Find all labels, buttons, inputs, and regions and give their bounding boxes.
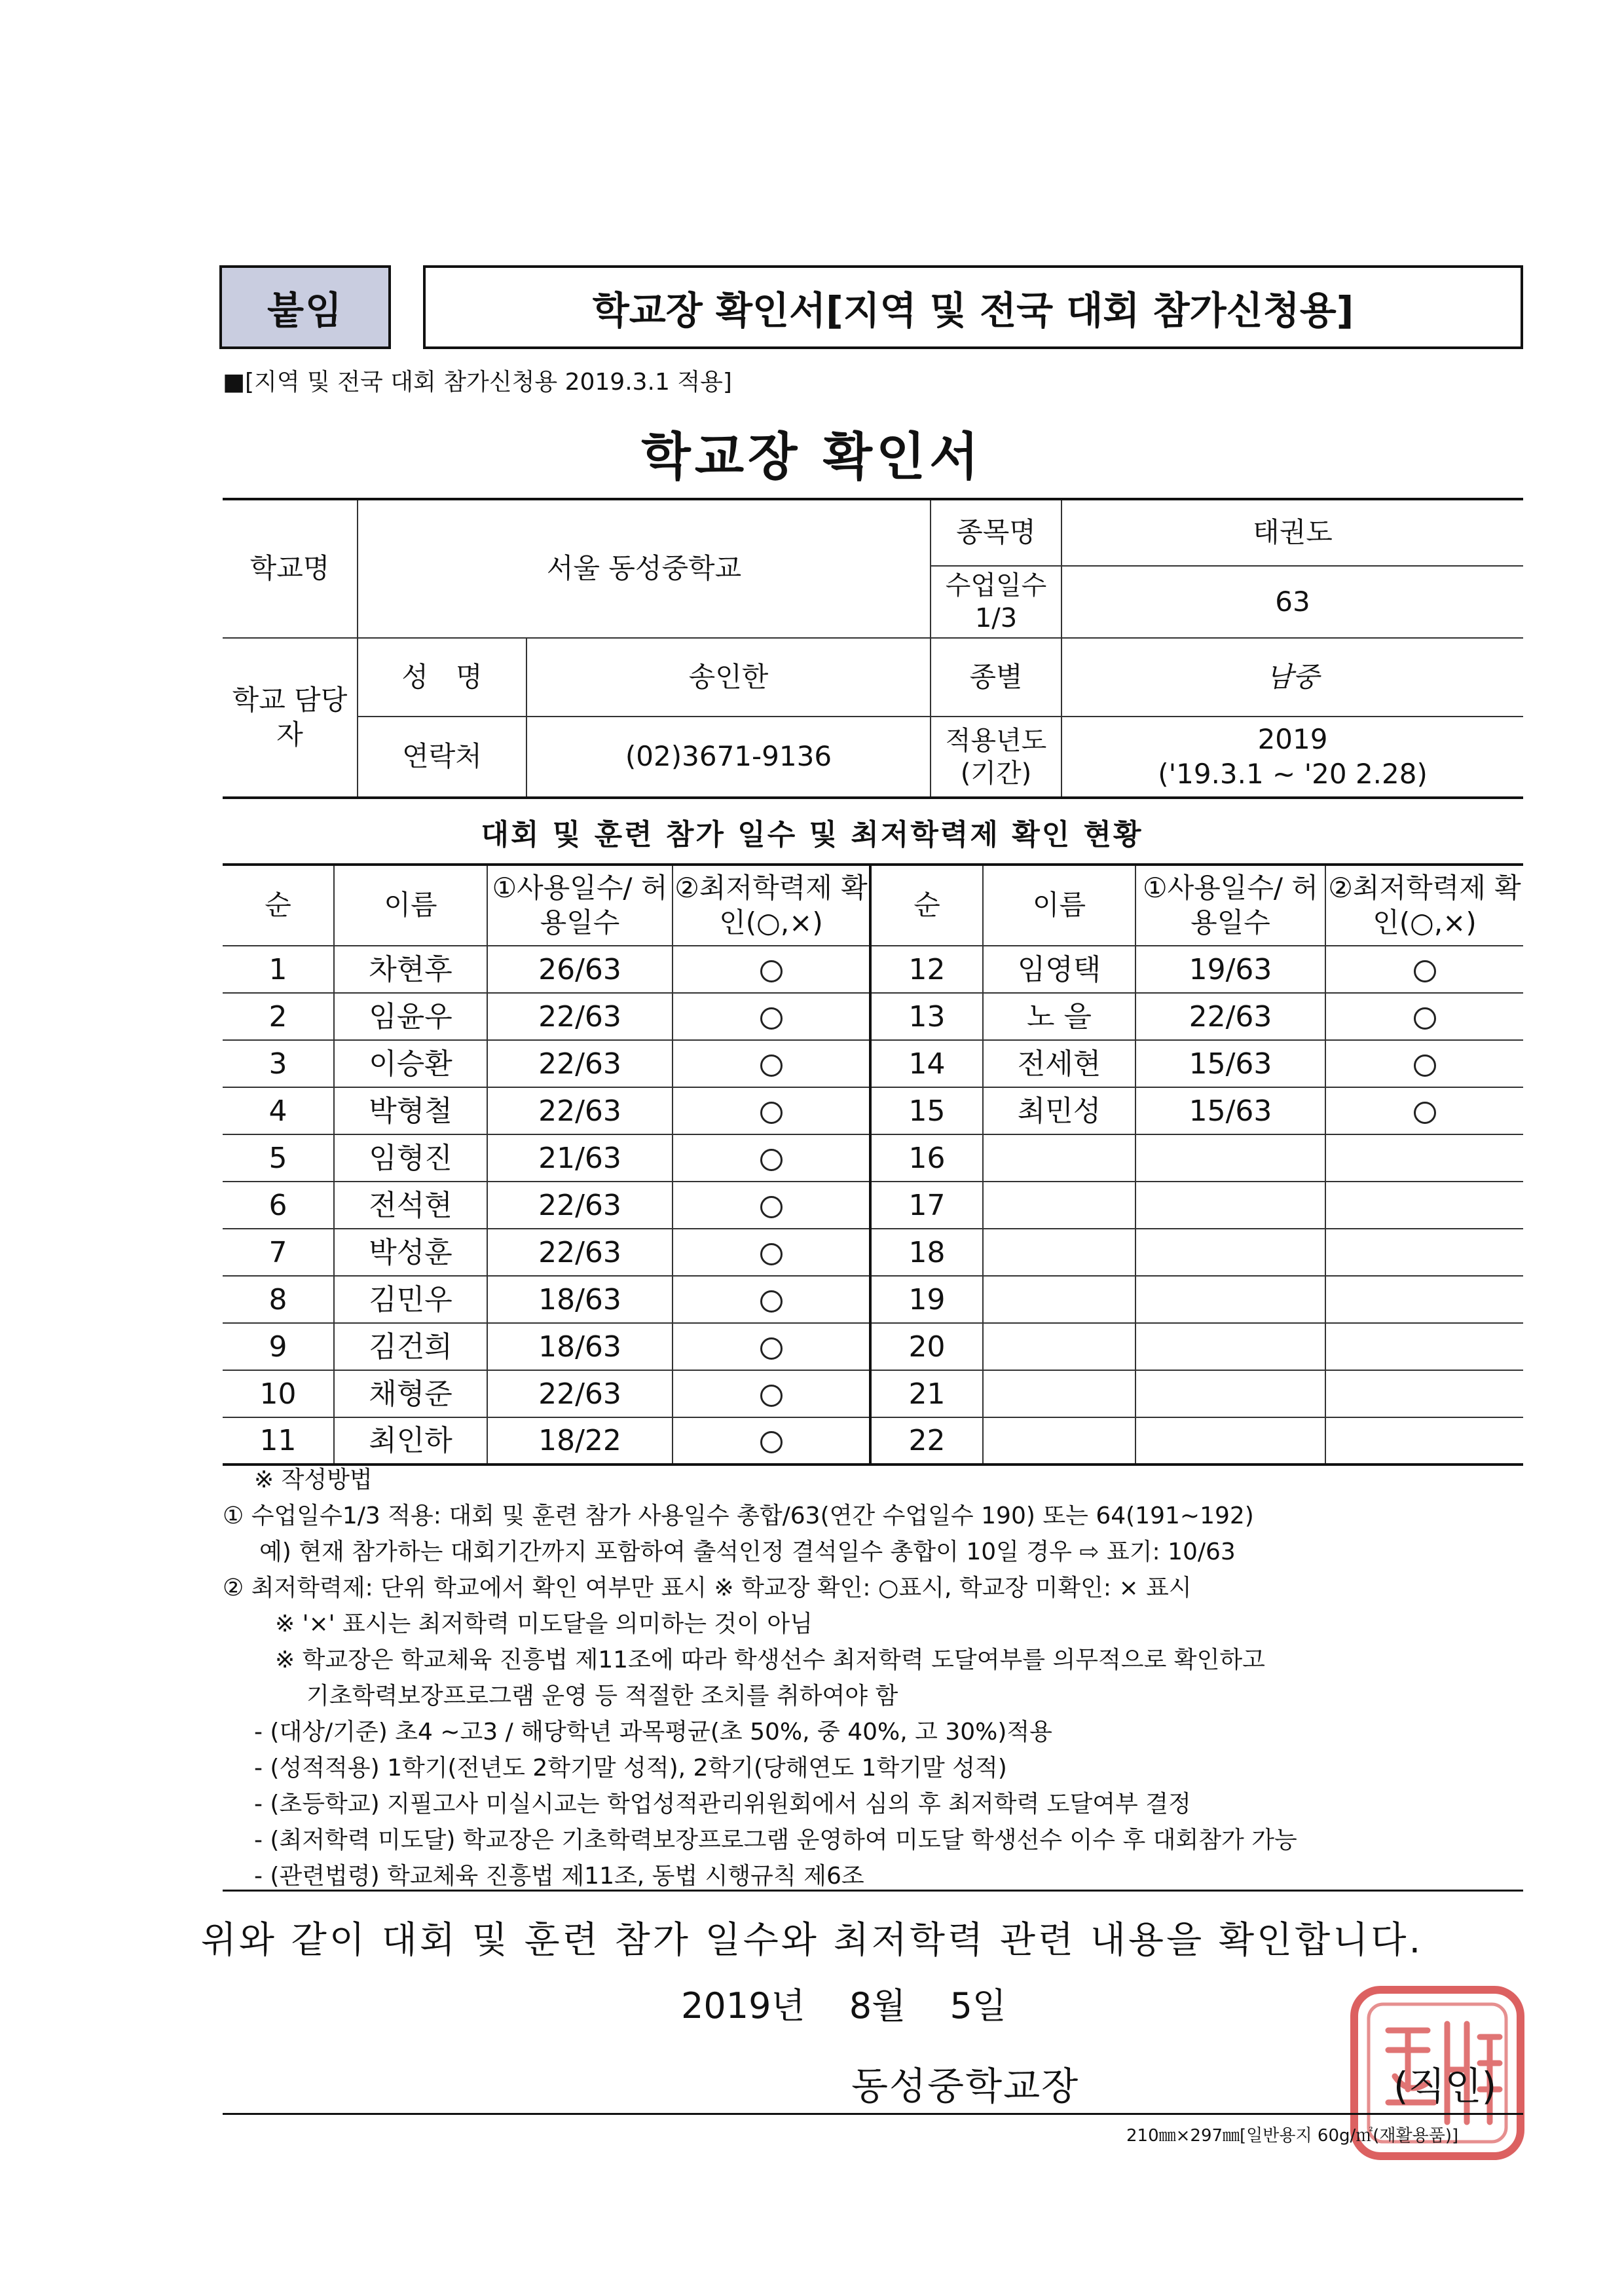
check-cell [673,993,870,1040]
circle-mark-icon [760,1290,783,1313]
issue-date: 2019년 8월 5일 [681,1985,1006,2026]
principal-title: 동성중학교장 [851,2064,1080,2108]
table-row [223,1276,1523,1323]
used-days: 22/63 [487,993,673,1040]
form-title-box [423,265,1523,349]
staff-label: 학교 담당자 [223,638,358,798]
student-name [983,1417,1135,1465]
school-name-label: 학교명 [223,499,358,638]
divider [223,2113,1523,2115]
row-number: 8 [223,1276,334,1323]
used-days: 19/63 [1135,946,1325,993]
circle-mark-icon [760,960,783,982]
attach-label: 붙임 [267,288,344,333]
row-number: 10 [223,1370,334,1417]
gender-value: 남중 [1061,638,1523,717]
used-days: 22/63 [487,1370,673,1417]
used-days: 22/63 [487,1229,673,1276]
student-name: 이승환 [334,1040,487,1087]
student-name [983,1276,1135,1323]
circle-mark-icon [760,1054,783,1077]
student-name: 김민우 [334,1276,487,1323]
confirmation-statement: 위와 같이 대회 및 훈련 참가 일수와 최저학력 관련 내용을 확인합니다. [200,1919,1424,1962]
check-cell [673,1229,870,1276]
student-name [983,1229,1135,1276]
used-days: 22/63 [487,1087,673,1134]
row-number: 9 [223,1323,334,1370]
contact-label: 연락처 [358,717,526,798]
school-name-value: 서울 동성중학교 [358,499,931,638]
form-title: 학교장 확인서[지역 및 전국 대회 참가신청용] [592,288,1354,333]
subtitle-note: ■[지역 및 전국 대회 참가신청용 2019.3.1 적용] [223,369,732,396]
table-row [223,1370,1523,1417]
note-line: - (최저학력 미도달) 학교장은 기초학력보장프로그램 운영하여 미도달 학생선수 이수 후 대회참가 가능 [254,1827,1297,1854]
student-name: 전세현 [983,1040,1135,1087]
used-days: 15/63 [1135,1087,1325,1134]
table-row [223,993,1523,1040]
year-label: 적용년도 (기간) [931,717,1061,798]
status-table-body [223,946,1523,1465]
circle-mark-icon [1414,1054,1436,1077]
note-line: - (초등학교) 지필고사 미실시교는 학업성적관리위원회에서 심의 후 최저학력 도달여부 결정 [254,1791,1191,1818]
table-row [223,1229,1523,1276]
check-cell [673,1134,870,1182]
check-cell [1325,1276,1523,1323]
circle-mark-icon [760,1102,783,1124]
col-header-no: 순 [223,865,334,946]
school-info-table [223,498,1523,799]
row-number: 13 [870,993,983,1040]
note-line: - (대상/기준) 초4 ~고3 / 해당학년 과목평균(초 50%, 중 40%, 고 30%)적용 [254,1719,1052,1745]
used-days [1135,1276,1325,1323]
used-days: 21/63 [487,1134,673,1182]
row-number: 11 [223,1417,334,1465]
row-number: 15 [870,1087,983,1134]
row-number: 2 [223,993,334,1040]
participation-status-table [223,863,1523,1466]
table-row [223,1182,1523,1229]
year-cell [1061,717,1523,798]
check-cell [673,1276,870,1323]
col-header-name: 이름 [334,865,487,946]
circle-mark-icon [1414,1007,1436,1030]
check-cell [1325,1134,1523,1182]
used-days [1135,1134,1325,1182]
used-days: 22/63 [487,1040,673,1087]
check-cell [673,1370,870,1417]
row-number: 17 [870,1182,983,1229]
gender-label: 종별 [931,638,1061,717]
row-number: 16 [870,1134,983,1182]
paper-spec: 210㎜×297㎜[일반용지 60g/㎡(재활용품)] [1126,2126,1459,2146]
circle-mark-icon [760,1007,783,1030]
note-line: ① 수업일수1/3 적용: 대회 및 훈련 참가 사용일수 총합/63(연간 수업일수 190) 또는 64(191~192) [223,1502,1254,1529]
note-line: 기초학력보장프로그램 운영 등 적절한 조치를 취하여야 함 [306,1683,898,1709]
used-days: 26/63 [487,946,673,993]
row-number: 3 [223,1040,334,1087]
row-number: 5 [223,1134,334,1182]
note-line: ※ '×' 표시는 최저학력 미도달을 의미하는 것이 아님 [275,1611,813,1637]
used-days [1135,1229,1325,1276]
used-days [1135,1370,1325,1417]
used-days: 18/22 [487,1417,673,1465]
student-name [983,1370,1135,1417]
student-name: 박형철 [334,1087,487,1134]
check-cell [1325,1087,1523,1134]
used-days: 22/63 [487,1182,673,1229]
check-cell [1325,1417,1523,1465]
row-number: 12 [870,946,983,993]
check-cell [673,1182,870,1229]
check-cell [673,946,870,993]
class-days-label: 수업일수 1/3 [931,566,1061,638]
row-number: 7 [223,1229,334,1276]
writing-instructions [223,1462,1523,1894]
notes-heading: ※ 작성방법 [254,1466,373,1493]
student-name: 채형준 [334,1370,487,1417]
row-number: 6 [223,1182,334,1229]
col-header-days: ①사용일수/ 허용일수 [1135,865,1325,946]
check-cell [673,1087,870,1134]
check-cell [1325,1182,1523,1229]
row-number: 21 [870,1370,983,1417]
table-row [223,1417,1523,1465]
used-days: 18/63 [487,1276,673,1323]
check-cell [1325,1323,1523,1370]
table-row [223,1323,1523,1370]
check-cell [673,1417,870,1465]
used-days [1135,1323,1325,1370]
row-number: 1 [223,946,334,993]
col-header-name: 이름 [983,865,1135,946]
check-cell [1325,946,1523,993]
student-name: 최민성 [983,1087,1135,1134]
check-cell [1325,1040,1523,1087]
circle-mark-icon [760,1149,783,1171]
document-title: 학교장 확인서 [641,428,983,487]
divider [223,1890,1523,1892]
student-name: 전석현 [334,1182,487,1229]
row-number: 18 [870,1229,983,1276]
used-days: 18/63 [487,1323,673,1370]
staff-name-value: 송인한 [526,638,931,717]
staff-name-label: 성 명 [358,638,526,717]
used-days [1135,1182,1325,1229]
used-days [1135,1417,1325,1465]
student-name: 임영택 [983,946,1135,993]
circle-mark-icon [760,1196,783,1218]
check-cell [673,1040,870,1087]
row-number: 22 [870,1417,983,1465]
note-line: - (성적적용) 1학기(전년도 2학기말 성적), 2학기(당해연도 1학기말 성적) [254,1755,1007,1782]
row-number: 20 [870,1323,983,1370]
circle-mark-icon [760,1431,783,1453]
period-value: ('19.3.1 ~ '20 2.28) [1158,757,1428,790]
contact-value: (02)3671-9136 [526,717,931,798]
used-days: 15/63 [1135,1040,1325,1087]
table-row [223,946,1523,993]
note-line: 예) 현재 참가하는 대회기간까지 포함하여 출석인정 결석일수 총합이 10일 경우 ⇨ 표기: 10/63 [259,1539,1236,1565]
student-name: 김건희 [334,1323,487,1370]
student-name: 임윤우 [334,993,487,1040]
check-cell [1325,993,1523,1040]
note-line: ※ 학교장은 학교체육 진흥법 제11조에 따라 학생선수 최저학력 도달여부를 의무적으로 확인하고 [275,1647,1265,1673]
check-cell [1325,1229,1523,1276]
table-row [223,1040,1523,1087]
col-header-no: 순 [870,865,983,946]
seal-label: (직인) [1393,2064,1497,2108]
student-name: 차현후 [334,946,487,993]
sport-value: 태권도 [1061,499,1523,566]
used-days: 22/63 [1135,993,1325,1040]
student-name: 최인하 [334,1417,487,1465]
circle-mark-icon [760,1243,783,1265]
student-name [983,1134,1135,1182]
col-header-days: ①사용일수/ 허용일수 [487,865,673,946]
circle-mark-icon [760,1385,783,1407]
student-name: 임형진 [334,1134,487,1182]
sport-label: 종목명 [931,499,1061,566]
col-header-check: ②최저학력제 확인(○,×) [673,865,870,946]
student-name [983,1182,1135,1229]
circle-mark-icon [760,1337,783,1360]
attach-label-box [219,265,391,349]
status-title: 대회 및 훈련 참가 일수 및 최저학력제 확인 현황 [481,818,1143,851]
note-line: - (관련법령) 학교체육 진흥법 제11조, 동법 시행규칙 제6조 [254,1863,864,1890]
circle-mark-icon [1414,960,1436,982]
table-row [223,1134,1523,1182]
student-name: 노 을 [983,993,1135,1040]
class-days-value: 63 [1061,566,1523,638]
col-header-check: ②최저학력제 확인(○,×) [1325,865,1523,946]
circle-mark-icon [1414,1102,1436,1124]
row-number: 4 [223,1087,334,1134]
student-name: 박성훈 [334,1229,487,1276]
table-row [223,1087,1523,1134]
check-cell [673,1323,870,1370]
student-name [983,1323,1135,1370]
check-cell [1325,1370,1523,1417]
row-number: 14 [870,1040,983,1087]
year-value: 2019 [1257,723,1328,755]
note-line: ② 최저학력제: 단위 학교에서 확인 여부만 표시 ※ 학교장 확인: ○표시, 학교장 미확인: × 표시 [223,1575,1192,1601]
row-number: 19 [870,1276,983,1323]
